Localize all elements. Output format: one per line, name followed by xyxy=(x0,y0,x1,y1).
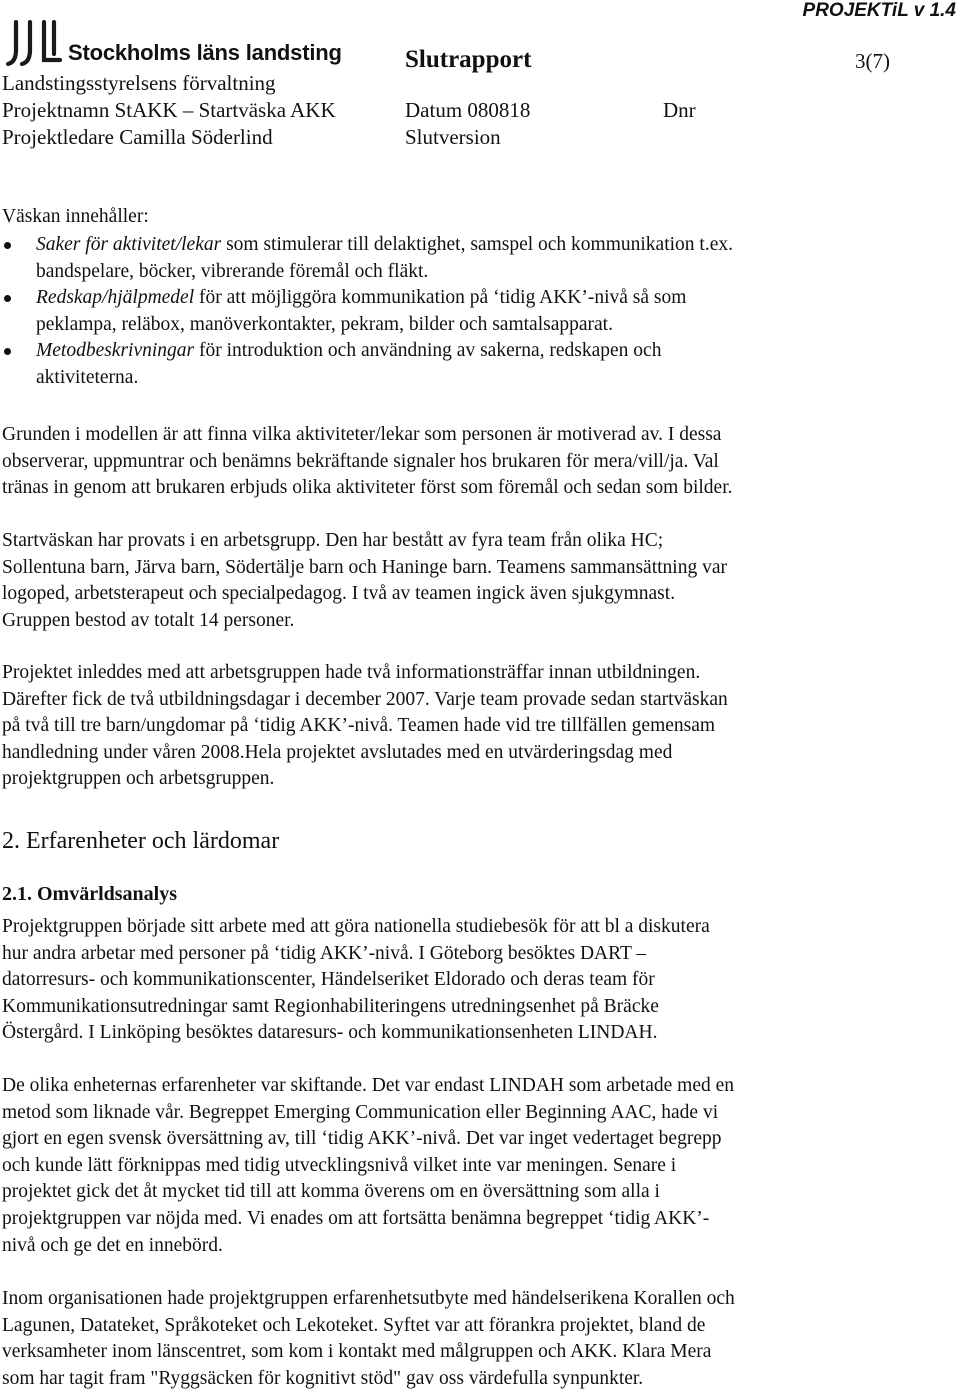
text-line: Projektgruppen började sitt arbete med att göra nationella studiebesök för att bl a diskutera xyxy=(2,916,710,937)
bullet-dot-icon xyxy=(4,242,11,249)
item-text-cont: aktiviteterna. xyxy=(36,366,139,388)
text-line: logoped, arbetsterapeut och specialpedagog. I två av teamen ingick även sjukgymnast. xyxy=(2,583,676,605)
paragraph-workgroup xyxy=(2,528,942,634)
list-item xyxy=(0,338,733,391)
section-heading: 2. Erfarenheter och lärdomar xyxy=(2,828,280,854)
text-line: datorresurs- och kommunikationscenter, Händelseriket Eldorado och deras team för xyxy=(2,969,655,991)
logo-text: Stockholms läns landsting xyxy=(68,40,342,65)
text-line: Östergård. I Linköping besöktes dataresurs- och kommunikationsenheten LINDAH. xyxy=(2,1022,658,1044)
text-line: Kommunikationsutredningar samt Regionhabiliteringens utredningsenhet på Bräcke xyxy=(2,995,659,1017)
text-line: Startväskan har provats i en arbetsgrupp. Den har bestått av fyra team från olika HC; xyxy=(2,530,664,551)
text-line: observerar, uppmuntrar och benämns bekräftande signaler hos brukaren för mera/vill/ja. Val xyxy=(2,450,719,472)
project-name: Projektnamn StAKK – Startväska AKK xyxy=(2,98,336,122)
org-name: Landstingsstyrelsens förvaltning xyxy=(2,71,276,95)
doc-status: Slutversion xyxy=(405,125,501,149)
text-line: hur andra arbetar med personer på ‘tidig AKK’-nivå. I Göteborg besöktes DART – xyxy=(2,942,647,964)
paragraph-project-start xyxy=(2,660,942,793)
text-line: Inom organisationen hade projektgruppen erfarenhetsutbyte med händelserikena Korallen och xyxy=(2,1288,735,1309)
text-line: metod som liknade vår. Begreppet Emerging Communication eller Beginning AAC, hade vi xyxy=(2,1101,719,1123)
bag-contents-intro: Väskan innehåller: xyxy=(2,206,149,227)
text-line: tränas in genom att brukaren erbjuds olika aktiviteter först som föremål och sedan som bilder. xyxy=(2,477,733,499)
list-item xyxy=(0,232,733,285)
text-line: Därefter fick de två utbildningsdagar i december 2007. Varje team provade sedan startväskan xyxy=(2,688,728,710)
text-line: verksamheter inom länscentret, som kom i kontakt med målgruppen och AKK. Klara Mera xyxy=(2,1341,712,1363)
text-line: Projektet inleddes med att arbetsgruppen hade två informationsträffar innan utbildningen. xyxy=(2,662,701,683)
text-line: gjort en egen svensk översättning av, till ‘tidig AKK’-nivå. Det var inget vedertaget begrepp xyxy=(2,1128,722,1150)
page-number: 3(7) xyxy=(855,49,890,73)
paragraph-model xyxy=(2,422,942,502)
text-line: projektgruppen var nöjda med. Vi enades om att fortsätta benämna begreppet ‘tidig AKK’- xyxy=(2,1207,710,1229)
project-leader: Projektledare Camilla Söderlind xyxy=(2,125,273,149)
item-text-cont: peklampa, reläbox, manöverkontakter, pekram, bilder och samtalsapparat. xyxy=(36,313,613,335)
item-text: som stimulerar till delaktighet, samspel och kommunikation t.ex. xyxy=(221,234,733,255)
list-item xyxy=(0,285,733,338)
item-text: för att möjliggöra kommunikation på ‘tidig AKK’-nivå så som xyxy=(194,287,687,309)
doc-title: Slutrapport xyxy=(405,46,532,73)
item-emphasis: Redskap/hjälpmedel xyxy=(36,287,195,309)
bag-contents-list xyxy=(0,232,733,392)
item-text-cont: bandspelare, böcker, vibrerande föremål och fläkt. xyxy=(36,260,429,282)
text-line: Sollentuna barn, Järva barn, Södertälje barn och Haninge barn. Teamens sammansättning var xyxy=(2,556,727,578)
bullet-dot-icon xyxy=(4,295,11,302)
text-line: nivå och ge det en innebörd. xyxy=(2,1234,223,1256)
text-line: Lagunen, Datateket, Språkoteket och Lekoteket. Syftet var att förankra projektet, bland de xyxy=(2,1314,706,1336)
version-label: PROJEKTiL v 1.4 xyxy=(802,0,956,21)
text-line: De olika enheternas erfarenheter var skiftande. Det var endast LINDAH som arbetade med en xyxy=(2,1075,735,1096)
item-emphasis: Saker för aktivitet/lekar xyxy=(36,234,222,255)
text-line: projektet gick det åt mycket tid till att komma överens om en översättning som alla i xyxy=(2,1181,660,1203)
item-text: för introduktion och användning av sakerna, redskapen och xyxy=(194,340,662,362)
text-line: som har tagit fram "Ryggsäcken för kognitivt stöd" gav oss värdefulla synpunkter. xyxy=(2,1367,644,1389)
text-line: handledning under våren 2008.Hela projektet avslutades med en utvärderingsdag med xyxy=(2,741,673,763)
sll-logo xyxy=(6,20,366,66)
text-line: projektgruppen och arbetsgruppen. xyxy=(2,768,275,790)
text-line: Grunden i modellen är att finna vilka aktiviteter/lekar som personen är motiverad av. I dessa xyxy=(2,424,722,445)
subsection-heading: 2.1. Omvärldsanalys xyxy=(2,883,178,905)
paragraph-study-visits xyxy=(2,914,942,1047)
text-line: på två till tre barn/ungdomar på ‘tidig AKK’-nivå. Teamen hade vid tre tillfällen gemensam xyxy=(2,715,716,737)
paragraph-organisation xyxy=(2,1286,942,1392)
item-emphasis: Metodbeskrivningar xyxy=(36,340,195,362)
sll-logo-icon xyxy=(6,20,64,66)
doc-date: Datum 080818 xyxy=(405,98,531,122)
paragraph-experiences xyxy=(2,1073,942,1259)
text-line: Gruppen bestod av totalt 14 personer. xyxy=(2,609,295,631)
text-line: och kunde lätt förknippas med tidig utvecklingsnivå vilket inte var meningen. Senare i xyxy=(2,1154,677,1176)
doc-dnr: Dnr xyxy=(663,98,696,122)
bullet-dot-icon xyxy=(4,348,11,355)
